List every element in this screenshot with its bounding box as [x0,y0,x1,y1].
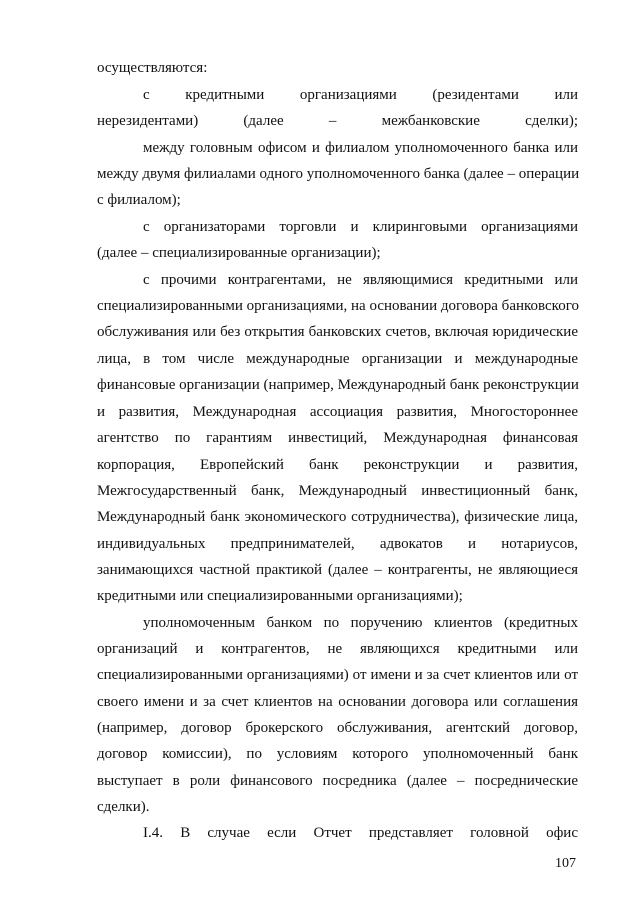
text-line: организаций и контрагентов, не являющихся кредитными или [97,641,578,657]
text-line: между двумя филиалами одного уполномоченного банка (далее – операции [97,166,580,182]
text-line: уполномоченным банком по поручению клиентов (кредитных [143,615,578,631]
text-line: осуществляются: [97,60,208,76]
text-line: кредитными или специализированными организациями); [97,588,463,604]
text-line: с организаторами торговли и клиринговыми организациями [143,219,578,235]
text-line: нерезидентами) (далее – межбанковские сделки); [97,113,578,129]
text-line: сделки). [97,799,150,815]
text-line: с филиалом); [97,192,181,208]
text-line: между головным офисом и филиалом уполномоченного банка или [143,140,578,156]
text-line: лица, в том числе международные организации и международные [97,351,578,367]
text-line: I.4. В случае если Отчет представляет головной офис [143,825,578,841]
text-line: агентство по гарантиям инвестиций, Международная финансовая [97,430,578,446]
text-line: специализированными организациями) от имени и за счет клиентов или от [97,667,578,683]
text-line: Международный банк экономического сотрудничества), физические лица, [97,509,578,525]
text-line: Межгосударственный банк, Международный инвестиционный банк, [97,483,578,499]
text-line: и развития, Международная ассоциация развития, Многостороннее [97,404,578,420]
text-line: занимающихся частной практикой (далее – контрагенты, не являющиеся [97,562,578,578]
text-line: (далее – специализированные организации); [97,245,381,261]
text-line: с кредитными организациями (резидентами или [143,87,578,103]
text-line: с прочими контрагентами, не являющимися кредитными или [143,272,578,288]
text-line: финансовые организации (например, Международный банк реконструкции [97,377,579,393]
page-number: 107 [555,856,576,871]
text-line: своего имени и за счет клиентов на основании договора или соглашения [97,694,578,710]
text-line: корпорация, Европейский банк реконструкции и развития, [97,457,578,473]
text-line: индивидуальных предпринимателей, адвокатов и нотариусов, [97,536,578,552]
text-line: договор комиссии), по условиям которого уполномоченный банк [97,746,578,762]
text-line: выступает в роли финансового посредника (далее – посреднические [97,773,578,789]
text-line: (например, договор брокерского обслуживания, агентский договор, [97,720,578,736]
text-line: обслуживания или без открытия банковских счетов, включая юридические [97,324,578,340]
text-line: специализированными организациями, на основании договора банковского [97,298,579,314]
